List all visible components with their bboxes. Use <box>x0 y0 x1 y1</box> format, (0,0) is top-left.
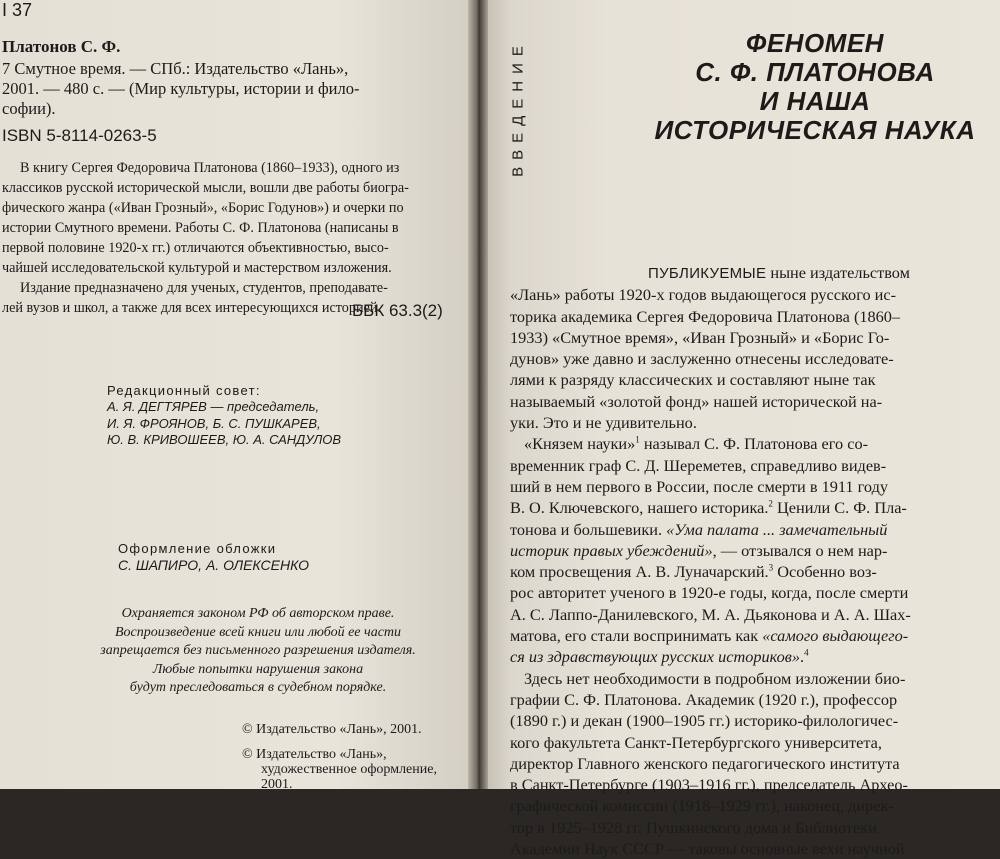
board-line: И. Я. ФРОЯНОВ, Б. С. ПУШКАРЕВ, <box>107 415 321 431</box>
heading-line: ИСТОРИЧЕСКАЯ НАУКА <box>654 115 976 145</box>
copyright-line: © Издательство «Лань», 2001. <box>242 722 422 737</box>
text-fragment: тонова и большевики. <box>510 519 667 539</box>
text-line <box>510 262 970 284</box>
annotation <box>2 158 409 318</box>
footnote-mark: 2 <box>768 498 773 509</box>
text-line: графической комиссии (1918–1929 гг.), наконец, дирек- <box>510 796 894 816</box>
notice-line: Воспроизведение всей книги или любой ее части <box>114 624 402 640</box>
heading-line: ФЕНОМЕН <box>746 28 884 58</box>
copyright-notice <box>58 605 458 698</box>
text-line <box>510 519 970 540</box>
copyright-design-line: © Издательство «Лань», <box>242 747 387 762</box>
text-fragment: называл С. Ф. Платонова его со- <box>639 434 869 454</box>
text-line: Академии Наук СССР — таковы основные вехи научной <box>510 839 905 859</box>
text-line: директор Главного женского педагогического института <box>510 753 900 773</box>
text-line <box>510 625 970 646</box>
quote-fragment: «Ума палата ... замечательный <box>666 519 888 539</box>
editorial-board <box>107 399 341 449</box>
annotation-line: Издание предназначено для ученых, студентов, преподавате- <box>20 280 388 296</box>
section-label <box>507 40 529 175</box>
board-line: А. Я. ДЕГТЯРЕВ — председатель, <box>107 399 320 414</box>
heading-line: И НАША <box>759 86 871 116</box>
bbk-code: ББК 63.3(2) <box>352 301 443 320</box>
section-label-text: ВВЕДЕНИЕ <box>509 38 527 177</box>
copyright-design <box>242 747 437 792</box>
text-fragment: В. О. Ключевского, нашего историка. <box>510 498 769 518</box>
text-line: 1933) «Смутное время», «Иван Грозный» и «Борис Го- <box>510 327 890 347</box>
quote-fragment: историк правых убеждений» <box>510 540 713 560</box>
catalog-index: I 37 <box>2 0 33 20</box>
text-line: Здесь нет необходимости в подробном изложении био- <box>524 668 906 688</box>
text-line: А. С. Лаппо-Данилевского, М. А. Дьяконова и А. А. Шах- <box>510 604 911 624</box>
text-line: кого факультета Санкт-Петербургского университета, <box>510 732 882 752</box>
footnote-mark: 4 <box>804 647 809 658</box>
annotation-line: чайшей исследовательской культурой и мастерством изложения. <box>2 260 392 276</box>
annotation-line: В книгу Сергея Федоровича Платонова (1860–1933), одного из <box>20 160 400 176</box>
text-fragment: матова, его стали воспринимать как <box>510 626 763 646</box>
author-heading: Платонов С. Ф. <box>2 37 121 56</box>
text-fragment: Ценили С. Ф. Пла- <box>772 498 907 518</box>
text-line <box>510 540 970 561</box>
text-line: рос авторитет ученого в 1920-е годы, когда, после смерти <box>510 583 909 603</box>
text-fragment: ныне издательством <box>766 263 910 282</box>
text-line: лями к разряду классических и составляют ныне так <box>510 370 876 390</box>
text-line <box>510 433 970 454</box>
text-line <box>510 497 970 518</box>
text-line: ший в нем первого в России, после смерти в 1911 году <box>510 476 888 496</box>
footnote-mark: 3 <box>768 562 774 573</box>
bib-line: 2001. — 480 с. — (Мир культуры, истории и фило- <box>2 79 360 98</box>
annotation-line: первой половине 1920-х гг.) отличаются объективностью, высо- <box>2 240 389 256</box>
text-fragment: ком просвещения А. В. Луначарский. <box>510 562 769 582</box>
bib-line: софии). <box>2 99 56 118</box>
annotation-line: фического жанра («Иван Грозный», «Борис Годунов») и очерки по <box>2 200 404 216</box>
text-line: графии С. Ф. Платонова. Академик (1920 г.), профессор <box>510 689 898 709</box>
text-fragment: Особенно воз- <box>773 562 877 582</box>
text-line: тор в 1925–1928 гг. Пушкинского дома и Библиотеки <box>510 817 877 837</box>
annotation-line: классиков русской исторической мысли, вошли две работы биогра- <box>2 180 409 196</box>
notice-line: запрещается без письменного разрешения издателя. <box>100 643 416 658</box>
chapter-heading <box>650 29 980 145</box>
isbn: ISBN 5-8114-0263-5 <box>2 126 157 145</box>
text-line: уки. Это и не удивительно. <box>510 413 697 433</box>
text-fragment: , — отзывался о нем нар- <box>712 540 888 560</box>
heading-line: С. Ф. ПЛАТОНОВА <box>695 57 935 87</box>
text-line <box>510 561 970 582</box>
footnote-mark: 1 <box>635 434 640 445</box>
quote-fragment: ся из здравствующих русских историков» <box>510 647 800 667</box>
bib-line: 7 Смутное время. — СПб.: Издательство «Лань», <box>2 59 349 78</box>
copyright-design-line: художественное оформление, <box>261 762 437 777</box>
book-gutter <box>468 0 488 789</box>
text-line: торика академика Сергея Федоровича Платонова (1860– <box>510 306 901 326</box>
text-line: временник граф С. Д. Шереметев, справедливо видев- <box>510 455 887 475</box>
notice-line: Любые попытки нарушения закона <box>152 661 364 677</box>
notice-line: будут преследоваться в судебном порядке. <box>129 680 387 695</box>
text-line: в Санкт-Петербурге (1903–1916 гг.), председатель Архео- <box>510 775 908 795</box>
text-line: (1890 г.) и декан (1900–1905 гг.) историко-филологичес- <box>510 711 899 731</box>
text-fragment: . <box>799 647 805 667</box>
cover-design-title: Оформление обложки <box>118 541 277 556</box>
text-line: дунов» уже давно и заслуженно отнесены исследовате- <box>510 349 894 369</box>
board-line: Ю. В. КРИВОШЕЕВ, Ю. А. САНДУЛОВ <box>107 432 342 447</box>
body-text <box>510 262 970 859</box>
bibliographic-record <box>2 59 359 119</box>
annotation-line: истории Смутного времени. Работы С. Ф. Платонова (написаны в <box>2 220 399 236</box>
text-fragment: «Князем науки» <box>524 434 636 454</box>
copyright-design-line: 2001. <box>261 777 293 792</box>
text-line: «Лань» работы 1920-х годов выдающегося русского ис- <box>510 285 897 305</box>
text-line <box>510 646 970 667</box>
notice-line: Охраняется законом РФ об авторском праве. <box>121 606 395 621</box>
annotation-line: лей вузов и школ, а также для всех интересующихся историей. <box>2 300 381 316</box>
quote-fragment: «самого выдающего- <box>762 626 909 646</box>
cover-designers: С. ШАПИРО, А. ОЛЕКСЕНКО <box>118 557 310 573</box>
editorial-board-title: Редакционный совет: <box>107 383 261 398</box>
drop-caps-word: ПУБЛИКУЕМЫЕ <box>648 265 767 282</box>
text-line: называемый «золотой фонд» нашей исторической на- <box>510 391 883 411</box>
